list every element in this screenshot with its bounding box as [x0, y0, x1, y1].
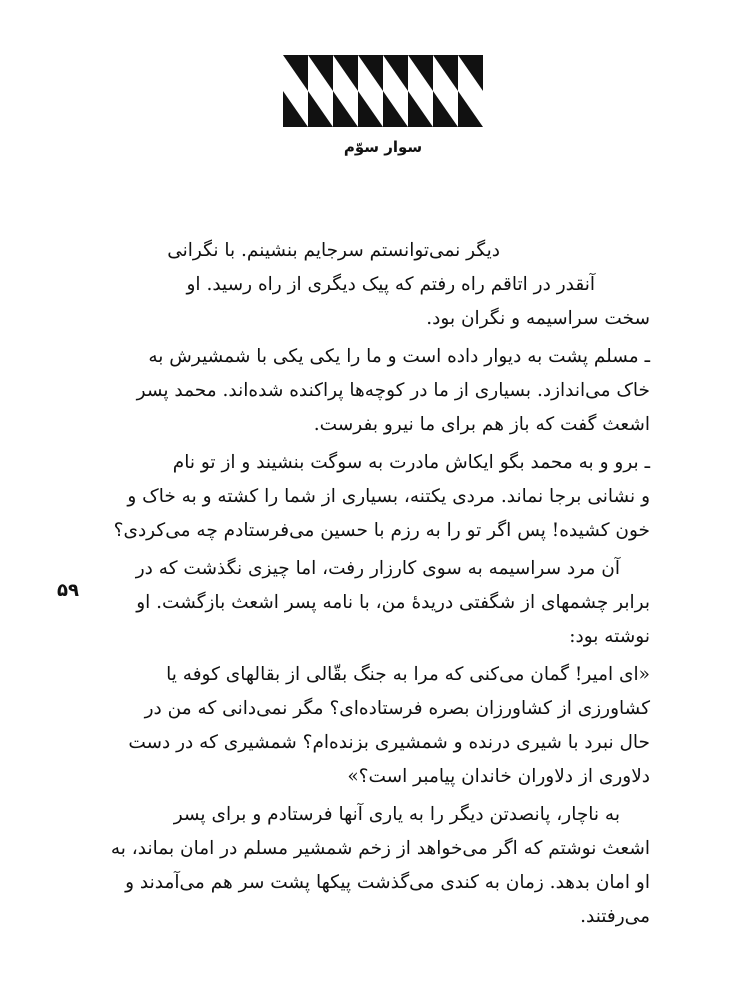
text-line: خاک می‌اندازد. بسیاری از ما در کوچه‌ها پراکنده شده‌اند. محمد پسر [136, 380, 650, 401]
text-line: نوشته بود: [569, 626, 650, 647]
text-line: اشعث نوشتم که اگر می‌خواهد از زخم شمشیر مسلم در امان بماند، به [110, 838, 650, 859]
chapter-title: سوار سوّم [343, 138, 423, 156]
text-line: ـ برو و به محمد بگو ایکاش مادرت به سوگت بنشیند و از تو نام [172, 452, 650, 473]
page-body [130, 340, 650, 442]
text-line: او امان بدهد. زمان به کندی می‌گذشت پیکها پشت سر هم می‌آمدند و [125, 872, 650, 893]
text-line: دلاوری از دلاوران خاندان پیامبر است؟» [347, 766, 650, 787]
ornament-triangle [358, 55, 383, 91]
page-body [113, 446, 650, 548]
page-body [110, 798, 650, 934]
ornament-triangle [408, 55, 433, 91]
text-line: «ای امیر! گمان می‌کنی که مرا به جنگ بقّالی از بقالهای کوفه یا [166, 664, 650, 685]
page-number: ۵۹ [57, 580, 79, 601]
text-line: به ناچار، پانصدتن دیگر را به یاری آنها فرستادم و برای پسر [173, 804, 620, 825]
page-body [130, 552, 650, 654]
text-line: می‌رفتند. [580, 906, 650, 927]
text-line: و نشانی برجا نماند. مردی یکتنه، بسیاری از شما را کشته و به خاک و [127, 486, 650, 507]
text-line: دیگر نمی‌توانستم سرجایم بنشینم. با نگرانی [167, 240, 500, 261]
text-line: حال نبرد با شیری درنده و شمشیری بزنده‌ام؟ شمشیری که در دست [128, 732, 650, 753]
text-line: سخت سراسیمه و نگران بود. [426, 308, 650, 329]
ornament-triangle [358, 91, 383, 127]
ornament-triangle [283, 55, 308, 91]
text-line: خون کشیده! پس اگر تو را به رزم با حسین می‌فرستادم چه می‌کردی؟ [113, 520, 650, 541]
text-line: کشاورزی از کشاورزان بصره فرستاده‌ای؟ مگر نمی‌دانی که من در [144, 698, 650, 719]
text-line: آن مرد سراسیمه به سوی کارزار رفت، اما چیزی نگذشت که در [135, 558, 620, 579]
ornament-triangle [333, 55, 358, 91]
ornament-triangle [458, 91, 483, 127]
ornament-triangle [308, 55, 333, 91]
ornament-triangle [383, 91, 408, 127]
ornament-triangle [333, 91, 358, 127]
ornament-triangle [433, 91, 458, 127]
ornament-triangle [433, 55, 458, 91]
text-line: ـ مسلم پشت به دیوار داده است و ما را یکی یکی با شمشیرش به [148, 346, 650, 367]
page-body [130, 658, 650, 794]
chapter-ornament-icon [283, 55, 483, 127]
ornament-triangle [283, 91, 308, 127]
ornament-triangle [408, 91, 433, 127]
text-line: آنقدر در اتاقم راه رفتم که پیک دیگری از راه رسید. او [186, 274, 595, 295]
ornament-triangle [458, 55, 483, 91]
text-line: اشعث گفت که باز هم برای ما نیرو بفرست. [313, 414, 650, 435]
text-line: برابر چشمهای از شگفتی دریدهٔ من، با نامه پسر اشعث بازگشت. او [136, 592, 650, 613]
page-body [130, 234, 650, 336]
ornament-triangle [308, 91, 333, 127]
ornament-triangle [383, 55, 408, 91]
